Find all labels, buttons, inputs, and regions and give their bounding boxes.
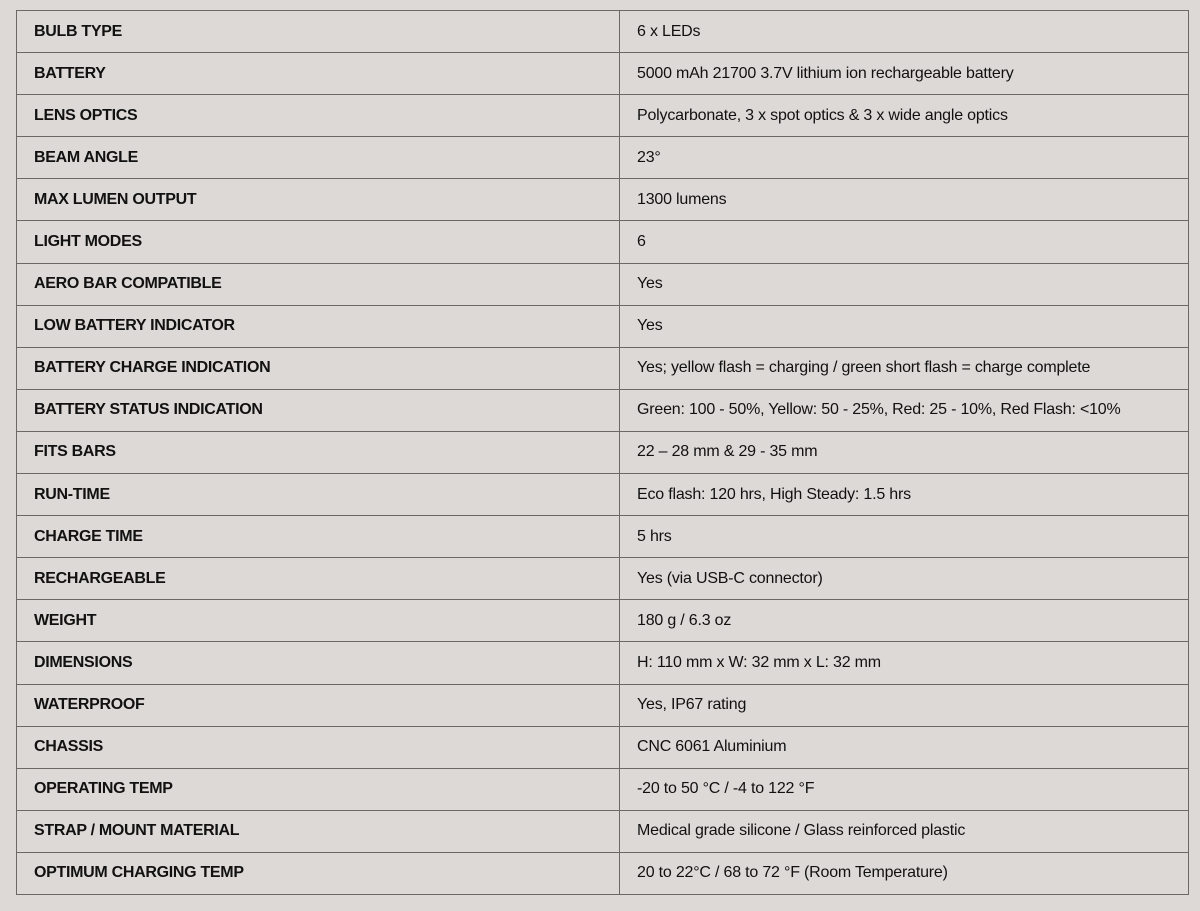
table-row bbox=[17, 347, 1189, 389]
spec-value: 5 hrs bbox=[620, 516, 1189, 558]
spec-label: BULB TYPE bbox=[17, 11, 620, 53]
spec-label: BATTERY STATUS INDICATION bbox=[17, 389, 620, 431]
specs-table-container bbox=[16, 10, 1189, 895]
table-row bbox=[17, 263, 1189, 305]
table-row bbox=[17, 95, 1189, 137]
spec-value: Yes (via USB-C connector) bbox=[620, 558, 1189, 600]
table-row bbox=[17, 558, 1189, 600]
spec-label: FITS BARS bbox=[17, 431, 620, 473]
specs-table bbox=[16, 10, 1189, 895]
table-row bbox=[17, 642, 1189, 684]
spec-value: Polycarbonate, 3 x spot optics & 3 x wide angle optics bbox=[620, 95, 1189, 137]
table-row bbox=[17, 305, 1189, 347]
spec-value: 20 to 22°C / 68 to 72 °F (Room Temperature) bbox=[620, 852, 1189, 894]
spec-label: LENS OPTICS bbox=[17, 95, 620, 137]
table-row bbox=[17, 389, 1189, 431]
spec-label: LOW BATTERY INDICATOR bbox=[17, 305, 620, 347]
spec-label: BATTERY bbox=[17, 53, 620, 95]
table-row bbox=[17, 11, 1189, 53]
spec-value: 180 g / 6.3 oz bbox=[620, 600, 1189, 642]
spec-value: Yes bbox=[620, 263, 1189, 305]
table-row bbox=[17, 474, 1189, 516]
table-row bbox=[17, 137, 1189, 179]
spec-label: BATTERY CHARGE INDICATION bbox=[17, 347, 620, 389]
spec-value: 1300 lumens bbox=[620, 179, 1189, 221]
spec-label: MAX LUMEN OUTPUT bbox=[17, 179, 620, 221]
table-row bbox=[17, 684, 1189, 726]
spec-label: AERO BAR COMPATIBLE bbox=[17, 263, 620, 305]
table-row bbox=[17, 768, 1189, 810]
table-row bbox=[17, 431, 1189, 473]
spec-label: WATERPROOF bbox=[17, 684, 620, 726]
spec-value: -20 to 50 °C / -4 to 122 °F bbox=[620, 768, 1189, 810]
spec-value: Green: 100 - 50%, Yellow: 50 - 25%, Red: 25 - 10%, Red Flash: <10% bbox=[620, 389, 1189, 431]
spec-label: DIMENSIONS bbox=[17, 642, 620, 684]
spec-value: Eco flash: 120 hrs, High Steady: 1.5 hrs bbox=[620, 474, 1189, 516]
spec-value: 6 bbox=[620, 221, 1189, 263]
spec-label: STRAP / MOUNT MATERIAL bbox=[17, 810, 620, 852]
spec-value: Yes, IP67 rating bbox=[620, 684, 1189, 726]
spec-value: 22 – 28 mm & 29 - 35 mm bbox=[620, 431, 1189, 473]
spec-label: OPTIMUM CHARGING TEMP bbox=[17, 852, 620, 894]
spec-label: WEIGHT bbox=[17, 600, 620, 642]
spec-value: Yes bbox=[620, 305, 1189, 347]
spec-value: H: 110 mm x W: 32 mm x L: 32 mm bbox=[620, 642, 1189, 684]
spec-label: RECHARGEABLE bbox=[17, 558, 620, 600]
spec-label: RUN-TIME bbox=[17, 474, 620, 516]
spec-value: CNC 6061 Aluminium bbox=[620, 726, 1189, 768]
spec-label: OPERATING TEMP bbox=[17, 768, 620, 810]
table-row bbox=[17, 726, 1189, 768]
table-row bbox=[17, 179, 1189, 221]
spec-label: LIGHT MODES bbox=[17, 221, 620, 263]
spec-value: Medical grade silicone / Glass reinforced plastic bbox=[620, 810, 1189, 852]
spec-label: CHASSIS bbox=[17, 726, 620, 768]
table-row bbox=[17, 852, 1189, 894]
spec-value: 23° bbox=[620, 137, 1189, 179]
specs-table-body bbox=[17, 11, 1189, 895]
table-row bbox=[17, 53, 1189, 95]
spec-label: CHARGE TIME bbox=[17, 516, 620, 558]
spec-value: 5000 mAh 21700 3.7V lithium ion rechargeable battery bbox=[620, 53, 1189, 95]
table-row bbox=[17, 221, 1189, 263]
spec-value: Yes; yellow flash = charging / green short flash = charge complete bbox=[620, 347, 1189, 389]
table-row bbox=[17, 516, 1189, 558]
table-row bbox=[17, 600, 1189, 642]
spec-value: 6 x LEDs bbox=[620, 11, 1189, 53]
spec-label: BEAM ANGLE bbox=[17, 137, 620, 179]
table-row bbox=[17, 810, 1189, 852]
